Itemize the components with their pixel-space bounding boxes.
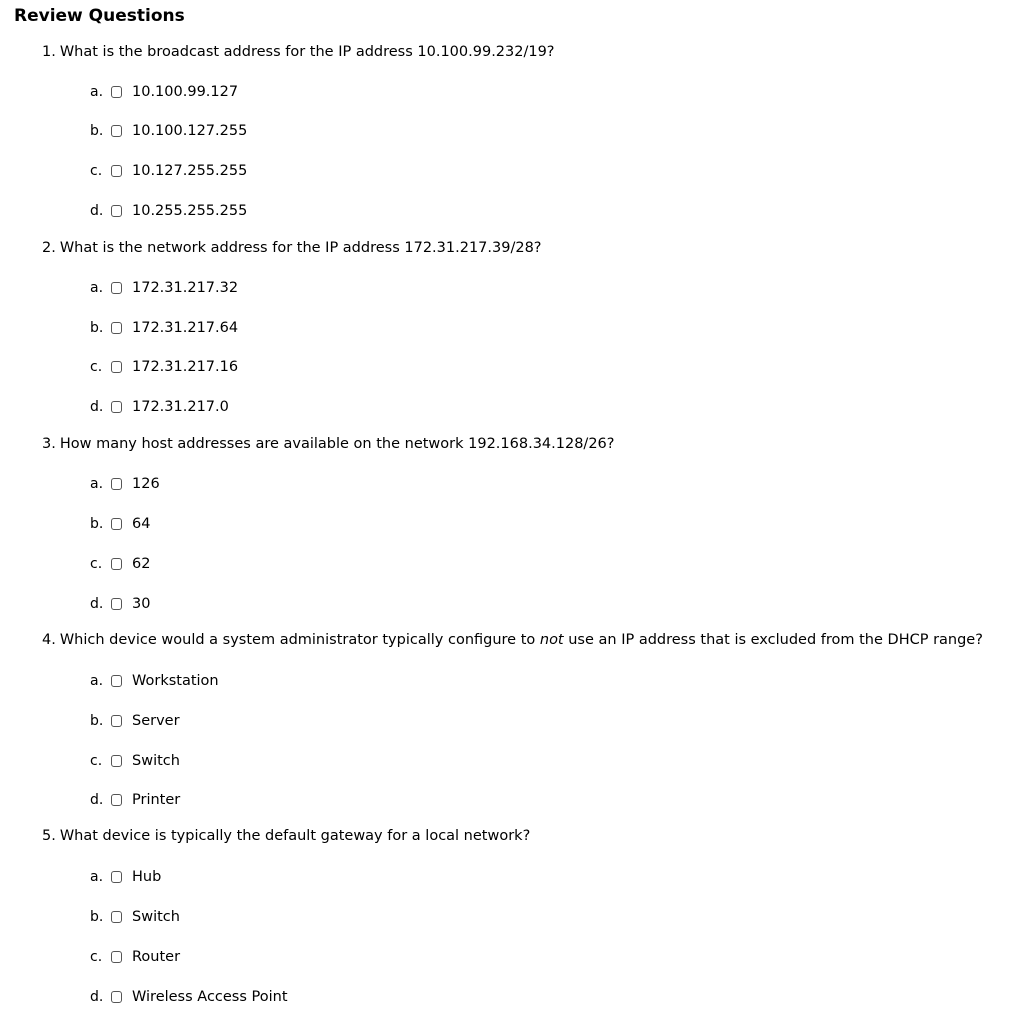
question-3 [42, 436, 614, 452]
option-4b[interactable] [90, 711, 180, 731]
checkbox[interactable] [111, 598, 122, 610]
checkbox[interactable] [111, 871, 122, 883]
option-label: Wireless Access Point [132, 989, 288, 1005]
option-label: 64 [132, 516, 151, 532]
option-1d[interactable] [90, 201, 247, 221]
checkbox[interactable] [111, 205, 122, 217]
question-number: 3. [42, 436, 56, 452]
option-letter: b. [90, 713, 104, 729]
option-letter: c. [90, 753, 103, 769]
checkbox[interactable] [111, 478, 122, 490]
checkbox[interactable] [111, 675, 122, 687]
option-label: Switch [132, 909, 180, 925]
option-2b[interactable] [90, 318, 238, 338]
option-2c[interactable] [90, 357, 238, 377]
checkbox[interactable] [111, 518, 122, 530]
option-label: 172.31.217.32 [132, 280, 239, 296]
option-letter: a. [90, 869, 104, 885]
question-number: 4. [42, 632, 56, 648]
option-label: 62 [132, 556, 151, 572]
option-letter: a. [90, 84, 104, 100]
option-letter: b. [90, 123, 104, 139]
option-letter: c. [90, 556, 103, 572]
option-letter: b. [90, 320, 104, 336]
option-label: 126 [132, 476, 160, 492]
question-number: 2. [42, 240, 56, 256]
checkbox[interactable] [111, 558, 122, 570]
option-1c[interactable] [90, 161, 247, 181]
option-label: 172.31.217.64 [132, 320, 239, 336]
option-letter: d. [90, 399, 104, 415]
option-5b[interactable] [90, 907, 180, 927]
option-5a[interactable] [90, 867, 161, 887]
question-2 [42, 240, 542, 256]
checkbox[interactable] [111, 991, 122, 1003]
checkbox[interactable] [111, 715, 122, 727]
question-number: 5. [42, 828, 56, 844]
option-letter: c. [90, 359, 103, 375]
question-text-after: use an IP address that is excluded from the DHCP range? [563, 632, 983, 648]
page-title: Review Questions [14, 6, 185, 26]
option-5c[interactable] [90, 947, 180, 967]
option-1a[interactable] [90, 82, 238, 102]
option-3a[interactable] [90, 474, 160, 494]
question-text: What is the network address for the IP address 172.31.217.39/28? [59, 240, 542, 256]
option-label: 30 [132, 596, 151, 612]
checkbox[interactable] [111, 86, 122, 98]
option-label: Hub [132, 869, 162, 885]
option-5d[interactable] [90, 987, 288, 1007]
question-text-before: Which device would a system administrator typically configure to [59, 632, 540, 648]
option-label: Router [132, 949, 181, 965]
option-letter: d. [90, 989, 104, 1005]
question-number: 1. [42, 44, 56, 60]
question-4 [42, 632, 983, 648]
option-label: 10.100.99.127 [132, 84, 239, 100]
checkbox[interactable] [111, 951, 122, 963]
option-letter: c. [90, 949, 103, 965]
checkbox[interactable] [111, 794, 122, 806]
checkbox[interactable] [111, 165, 122, 177]
option-4d[interactable] [90, 790, 180, 810]
option-label: Workstation [132, 673, 219, 689]
checkbox[interactable] [111, 125, 122, 137]
option-label: 10.127.255.255 [132, 163, 248, 179]
option-letter: a. [90, 476, 104, 492]
checkbox[interactable] [111, 911, 122, 923]
checkbox[interactable] [111, 322, 122, 334]
checkbox[interactable] [111, 282, 122, 294]
option-3b[interactable] [90, 514, 150, 534]
option-label: 172.31.217.0 [132, 399, 229, 415]
option-label: Switch [132, 753, 180, 769]
option-label: Server [132, 713, 180, 729]
question-text: How many host addresses are available on the network 192.168.34.128/26? [59, 436, 615, 452]
option-4c[interactable] [90, 751, 180, 771]
option-letter: a. [90, 673, 104, 689]
option-label: Printer [132, 792, 181, 808]
option-1b[interactable] [90, 121, 247, 141]
checkbox[interactable] [111, 755, 122, 767]
option-letter: d. [90, 596, 104, 612]
question-text: What device is typically the default gateway for a local network? [59, 828, 531, 844]
option-2a[interactable] [90, 278, 238, 298]
option-4a[interactable] [90, 671, 219, 691]
checkbox[interactable] [111, 361, 122, 373]
option-label: 10.100.127.255 [132, 123, 248, 139]
option-letter: a. [90, 280, 104, 296]
question-1 [42, 44, 555, 60]
question-5 [42, 828, 530, 844]
option-letter: b. [90, 909, 104, 925]
question-text: What is the broadcast address for the IP address 10.100.99.232/19? [59, 44, 555, 60]
option-letter: b. [90, 516, 104, 532]
option-letter: d. [90, 792, 104, 808]
checkbox[interactable] [111, 401, 122, 413]
option-3c[interactable] [90, 554, 150, 574]
option-label: 172.31.217.16 [132, 359, 239, 375]
question-text-emphasis: not [539, 632, 564, 648]
option-letter: d. [90, 203, 104, 219]
option-2d[interactable] [90, 397, 229, 417]
option-letter: c. [90, 163, 103, 179]
option-label: 10.255.255.255 [132, 203, 248, 219]
option-3d[interactable] [90, 594, 150, 614]
